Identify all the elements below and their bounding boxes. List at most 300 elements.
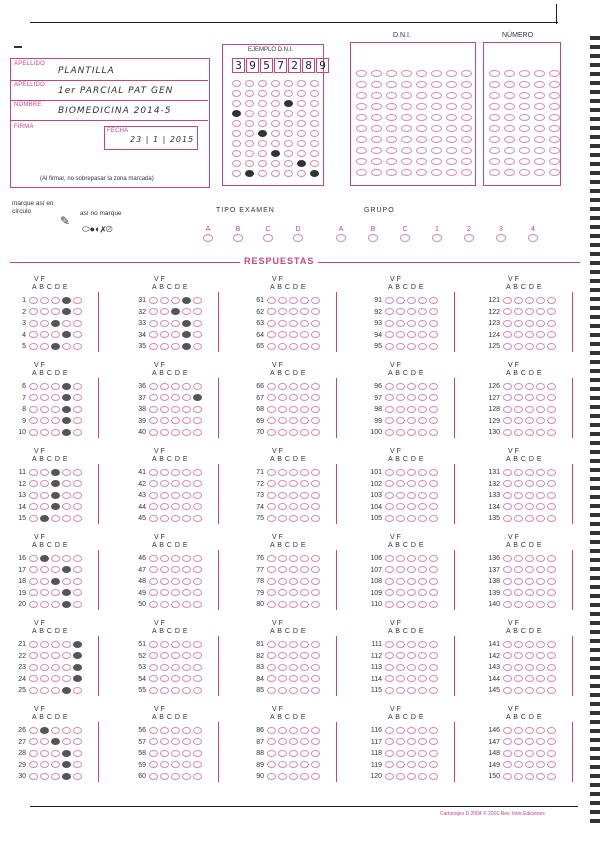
answer-bubble[interactable] [267,773,276,780]
answer-bubble[interactable] [311,664,320,671]
answer-bubble[interactable] [385,469,394,476]
answer-bubble[interactable] [40,773,49,780]
answer-bubble[interactable] [160,417,169,424]
answer-bubble[interactable] [182,515,191,522]
answer-bubble[interactable] [429,406,438,413]
answer-bubble[interactable] [418,761,427,768]
answer-bubble[interactable] [51,750,60,757]
answer-bubble[interactable] [40,687,49,694]
answer-bubble[interactable] [289,308,298,315]
answer-bubble[interactable] [407,687,416,694]
id-bubble[interactable] [534,169,545,176]
answer-bubble[interactable] [51,727,60,734]
answer-bubble[interactable] [536,641,545,648]
answer-bubble[interactable] [51,320,60,327]
answer-bubble[interactable] [267,480,276,487]
answer-bubble[interactable] [267,727,276,734]
id-bubble[interactable] [519,169,530,176]
answer-bubble[interactable] [547,652,556,659]
answer-bubble[interactable] [547,578,556,585]
answer-bubble[interactable] [267,601,276,608]
answer-row[interactable] [250,331,322,340]
answer-bubble[interactable] [62,492,71,499]
answer-bubble[interactable] [29,555,38,562]
answer-bubble[interactable] [429,492,438,499]
answer-bubble[interactable] [311,652,320,659]
answer-bubble[interactable] [149,429,158,436]
answer-bubble[interactable] [503,687,512,694]
answer-row[interactable] [132,382,204,391]
answer-row[interactable] [250,342,322,351]
answer-bubble[interactable] [385,515,394,522]
id-bubble[interactable] [504,169,515,176]
answer-bubble[interactable] [429,297,438,304]
answer-bubble[interactable] [525,492,534,499]
id-bubble[interactable] [401,169,412,176]
answer-bubble[interactable] [385,492,394,499]
answer-row[interactable] [368,738,440,747]
answer-bubble[interactable] [278,727,287,734]
answer-bubble[interactable] [149,492,158,499]
answer-bubble[interactable] [149,469,158,476]
answer-bubble[interactable] [171,664,180,671]
answer-bubble[interactable] [514,555,523,562]
answer-bubble[interactable] [193,641,202,648]
answer-row[interactable] [368,675,440,684]
answer-row[interactable] [250,640,322,649]
answer-bubble[interactable] [525,664,534,671]
answer-row[interactable] [12,514,84,523]
answer-bubble[interactable] [73,566,82,573]
answer-bubble[interactable] [396,687,405,694]
answer-row[interactable] [132,652,204,661]
answer-row[interactable] [250,761,322,770]
answer-bubble[interactable] [407,320,416,327]
answer-bubble[interactable] [73,394,82,401]
answer-bubble[interactable] [429,675,438,682]
answer-bubble[interactable] [300,761,309,768]
answer-bubble[interactable] [51,331,60,338]
answer-bubble[interactable] [40,406,49,413]
answer-bubble[interactable] [171,469,180,476]
answer-row[interactable] [250,577,322,586]
answer-bubble[interactable] [62,727,71,734]
answer-bubble[interactable] [160,429,169,436]
answer-bubble[interactable] [160,601,169,608]
answer-row[interactable] [12,600,84,609]
answer-row[interactable] [132,749,204,758]
answer-bubble[interactable] [503,343,512,350]
answer-bubble[interactable] [536,601,545,608]
answer-row[interactable] [486,417,558,426]
answer-bubble[interactable] [407,383,416,390]
answer-bubble[interactable] [149,687,158,694]
answer-bubble[interactable] [503,727,512,734]
answer-bubble[interactable] [182,652,191,659]
answer-bubble[interactable] [149,601,158,608]
answer-bubble[interactable] [149,641,158,648]
answer-bubble[interactable] [525,469,534,476]
answer-bubble[interactable] [311,727,320,734]
answer-bubble[interactable] [278,601,287,608]
answer-bubble[interactable] [525,503,534,510]
answer-bubble[interactable] [514,750,523,757]
answer-bubble[interactable] [525,429,534,436]
answer-row[interactable] [486,577,558,586]
answer-bubble[interactable] [429,417,438,424]
answer-bubble[interactable] [29,343,38,350]
answer-bubble[interactable] [300,308,309,315]
answer-bubble[interactable] [311,320,320,327]
answer-bubble[interactable] [62,773,71,780]
answer-bubble[interactable] [62,750,71,757]
answer-row[interactable] [12,663,84,672]
answer-row[interactable] [12,331,84,340]
answer-row[interactable] [12,468,84,477]
answer-row[interactable] [132,566,204,575]
answer-bubble[interactable] [149,331,158,338]
answer-bubble[interactable] [396,394,405,401]
answer-bubble[interactable] [429,761,438,768]
answer-bubble[interactable] [418,601,427,608]
answer-bubble[interactable] [385,417,394,424]
answer-bubble[interactable] [149,727,158,734]
answer-row[interactable] [250,566,322,575]
answer-bubble[interactable] [29,664,38,671]
answer-row[interactable] [132,417,204,426]
answer-bubble[interactable] [396,738,405,745]
answer-row[interactable] [486,738,558,747]
answer-bubble[interactable] [160,641,169,648]
answer-bubble[interactable] [536,687,545,694]
answer-bubble[interactable] [193,727,202,734]
answer-bubble[interactable] [514,515,523,522]
answer-bubble[interactable] [62,664,71,671]
answer-bubble[interactable] [193,394,202,401]
answer-row[interactable] [132,675,204,684]
answer-row[interactable] [132,331,204,340]
answer-bubble[interactable] [62,601,71,608]
answer-bubble[interactable] [385,675,394,682]
answer-bubble[interactable] [525,589,534,596]
answer-bubble[interactable] [503,383,512,390]
answer-bubble[interactable] [267,320,276,327]
answer-bubble[interactable] [62,687,71,694]
answer-bubble[interactable] [289,555,298,562]
id-bubble[interactable] [386,169,397,176]
answer-bubble[interactable] [182,308,191,315]
answer-bubble[interactable] [171,429,180,436]
answer-bubble[interactable] [289,394,298,401]
answer-bubble[interactable] [40,664,49,671]
answer-bubble[interactable] [62,343,71,350]
answer-bubble[interactable] [396,503,405,510]
answer-bubble[interactable] [289,320,298,327]
answer-bubble[interactable] [503,652,512,659]
answer-row[interactable] [368,652,440,661]
id-bubble[interactable] [461,169,472,176]
answer-bubble[interactable] [429,652,438,659]
answer-bubble[interactable] [429,308,438,315]
answer-row[interactable] [132,491,204,500]
answer-bubble[interactable] [514,394,523,401]
answer-row[interactable] [486,468,558,477]
answer-bubble[interactable] [503,773,512,780]
answer-bubble[interactable] [29,383,38,390]
answer-row[interactable] [132,726,204,735]
answer-row[interactable] [132,686,204,695]
answer-bubble[interactable] [514,589,523,596]
answer-row[interactable] [12,296,84,305]
answer-bubble[interactable] [525,320,534,327]
answer-bubble[interactable] [278,652,287,659]
answer-bubble[interactable] [40,297,49,304]
answer-bubble[interactable] [525,383,534,390]
answer-bubble[interactable] [525,675,534,682]
answer-bubble[interactable] [193,343,202,350]
answer-bubble[interactable] [51,738,60,745]
answer-bubble[interactable] [51,417,60,424]
answer-bubble[interactable] [407,417,416,424]
answer-row[interactable] [250,772,322,781]
answer-bubble[interactable] [514,429,523,436]
answer-row[interactable] [368,554,440,563]
answer-bubble[interactable] [385,578,394,585]
answer-bubble[interactable] [429,469,438,476]
answer-bubble[interactable] [503,555,512,562]
answer-bubble[interactable] [182,406,191,413]
answer-bubble[interactable] [193,589,202,596]
answer-bubble[interactable] [503,480,512,487]
answer-bubble[interactable] [385,727,394,734]
answer-bubble[interactable] [514,417,523,424]
answer-bubble[interactable] [40,578,49,585]
answer-bubble[interactable] [160,297,169,304]
answer-bubble[interactable] [182,492,191,499]
answer-row[interactable] [132,554,204,563]
answer-bubble[interactable] [62,308,71,315]
answer-bubble[interactable] [311,417,320,424]
answer-bubble[interactable] [267,331,276,338]
answer-bubble[interactable] [311,555,320,562]
answer-bubble[interactable] [73,406,82,413]
answer-bubble[interactable] [73,589,82,596]
answer-row[interactable] [486,663,558,672]
answer-bubble[interactable] [29,641,38,648]
answer-bubble[interactable] [40,675,49,682]
answer-bubble[interactable] [267,664,276,671]
answer-bubble[interactable] [62,320,71,327]
answer-bubble[interactable] [278,492,287,499]
answer-bubble[interactable] [149,555,158,562]
answer-bubble[interactable] [418,566,427,573]
answer-row[interactable] [12,417,84,426]
answer-bubble[interactable] [547,664,556,671]
answer-bubble[interactable] [385,566,394,573]
answer-bubble[interactable] [536,738,545,745]
answer-bubble[interactable] [536,406,545,413]
answer-bubble[interactable] [40,555,49,562]
answer-bubble[interactable] [300,320,309,327]
answer-bubble[interactable] [385,555,394,562]
answer-bubble[interactable] [396,750,405,757]
answer-bubble[interactable] [536,555,545,562]
answer-bubble[interactable] [193,383,202,390]
answer-row[interactable] [250,382,322,391]
answer-bubble[interactable] [407,297,416,304]
answer-bubble[interactable] [311,641,320,648]
answer-bubble[interactable] [160,480,169,487]
answer-bubble[interactable] [278,761,287,768]
answer-bubble[interactable] [429,394,438,401]
answer-bubble[interactable] [171,515,180,522]
answer-bubble[interactable] [536,664,545,671]
answer-row[interactable] [368,566,440,575]
answer-bubble[interactable] [51,383,60,390]
answer-bubble[interactable] [40,320,49,327]
answer-bubble[interactable] [29,331,38,338]
answer-bubble[interactable] [193,773,202,780]
id-bubble[interactable] [371,169,382,176]
answer-bubble[interactable] [289,750,298,757]
answer-bubble[interactable] [51,601,60,608]
answer-bubble[interactable] [73,761,82,768]
answer-bubble[interactable] [289,727,298,734]
answer-bubble[interactable] [40,469,49,476]
answer-bubble[interactable] [51,469,60,476]
answer-bubble[interactable] [40,343,49,350]
answer-bubble[interactable] [29,492,38,499]
answer-bubble[interactable] [160,578,169,585]
answer-bubble[interactable] [311,675,320,682]
answer-bubble[interactable] [149,773,158,780]
answer-bubble[interactable] [51,687,60,694]
answer-bubble[interactable] [51,308,60,315]
answer-bubble[interactable] [396,675,405,682]
answer-bubble[interactable] [385,297,394,304]
answer-bubble[interactable] [62,515,71,522]
answer-bubble[interactable] [525,555,534,562]
answer-row[interactable] [132,468,204,477]
answer-bubble[interactable] [149,394,158,401]
answer-bubble[interactable] [547,394,556,401]
answer-bubble[interactable] [300,331,309,338]
answer-bubble[interactable] [503,503,512,510]
answer-bubble[interactable] [40,601,49,608]
answer-bubble[interactable] [278,641,287,648]
answer-row[interactable] [132,480,204,489]
answer-bubble[interactable] [514,601,523,608]
answer-bubble[interactable] [300,417,309,424]
answer-bubble[interactable] [396,727,405,734]
answer-bubble[interactable] [278,675,287,682]
answer-bubble[interactable] [547,469,556,476]
answer-bubble[interactable] [547,320,556,327]
answer-bubble[interactable] [547,406,556,413]
answer-bubble[interactable] [278,320,287,327]
answer-bubble[interactable] [300,515,309,522]
answer-row[interactable] [250,428,322,437]
answer-bubble[interactable] [193,480,202,487]
answer-bubble[interactable] [62,761,71,768]
answer-bubble[interactable] [418,664,427,671]
answer-row[interactable] [132,577,204,586]
answer-bubble[interactable] [429,503,438,510]
answer-bubble[interactable] [396,578,405,585]
answer-bubble[interactable] [40,738,49,745]
answer-bubble[interactable] [547,761,556,768]
answer-bubble[interactable] [182,727,191,734]
id-bubble[interactable] [416,169,427,176]
answer-bubble[interactable] [418,383,427,390]
answer-bubble[interactable] [514,566,523,573]
answer-bubble[interactable] [407,773,416,780]
answer-bubble[interactable] [407,331,416,338]
answer-bubble[interactable] [51,773,60,780]
answer-bubble[interactable] [62,578,71,585]
answer-bubble[interactable] [149,417,158,424]
answer-row[interactable] [486,640,558,649]
answer-row[interactable] [486,382,558,391]
answer-bubble[interactable] [407,566,416,573]
answer-bubble[interactable] [278,503,287,510]
answer-bubble[interactable] [429,566,438,573]
answer-bubble[interactable] [536,566,545,573]
answer-bubble[interactable] [193,750,202,757]
answer-bubble[interactable] [385,331,394,338]
answer-bubble[interactable] [396,515,405,522]
answer-row[interactable] [486,566,558,575]
answer-bubble[interactable] [171,727,180,734]
option[interactable]: B [357,226,389,242]
answer-bubble[interactable] [73,429,82,436]
answer-bubble[interactable] [396,589,405,596]
answer-bubble[interactable] [536,429,545,436]
answer-bubble[interactable] [311,469,320,476]
answer-row[interactable] [486,686,558,695]
answer-row[interactable] [132,663,204,672]
answer-bubble[interactable] [73,480,82,487]
option[interactable]: 3 [485,226,517,242]
answer-row[interactable] [250,296,322,305]
answer-bubble[interactable] [149,652,158,659]
answer-bubble[interactable] [171,320,180,327]
answer-bubble[interactable] [29,469,38,476]
answer-bubble[interactable] [182,761,191,768]
answer-bubble[interactable] [503,417,512,424]
answer-bubble[interactable] [429,578,438,585]
answer-bubble[interactable] [29,589,38,596]
answer-bubble[interactable] [40,480,49,487]
answer-bubble[interactable] [525,750,534,757]
answer-row[interactable] [486,554,558,563]
answer-bubble[interactable] [73,308,82,315]
answer-bubble[interactable] [300,641,309,648]
answer-row[interactable] [368,600,440,609]
answer-row[interactable] [250,480,322,489]
answer-bubble[interactable] [536,761,545,768]
answer-bubble[interactable] [407,727,416,734]
answer-bubble[interactable] [182,394,191,401]
answer-bubble[interactable] [29,503,38,510]
answer-bubble[interactable] [525,601,534,608]
answer-bubble[interactable] [418,589,427,596]
answer-row[interactable] [132,600,204,609]
answer-bubble[interactable] [267,394,276,401]
id-bubble[interactable] [431,169,442,176]
answer-row[interactable] [368,514,440,523]
answer-bubble[interactable] [193,297,202,304]
